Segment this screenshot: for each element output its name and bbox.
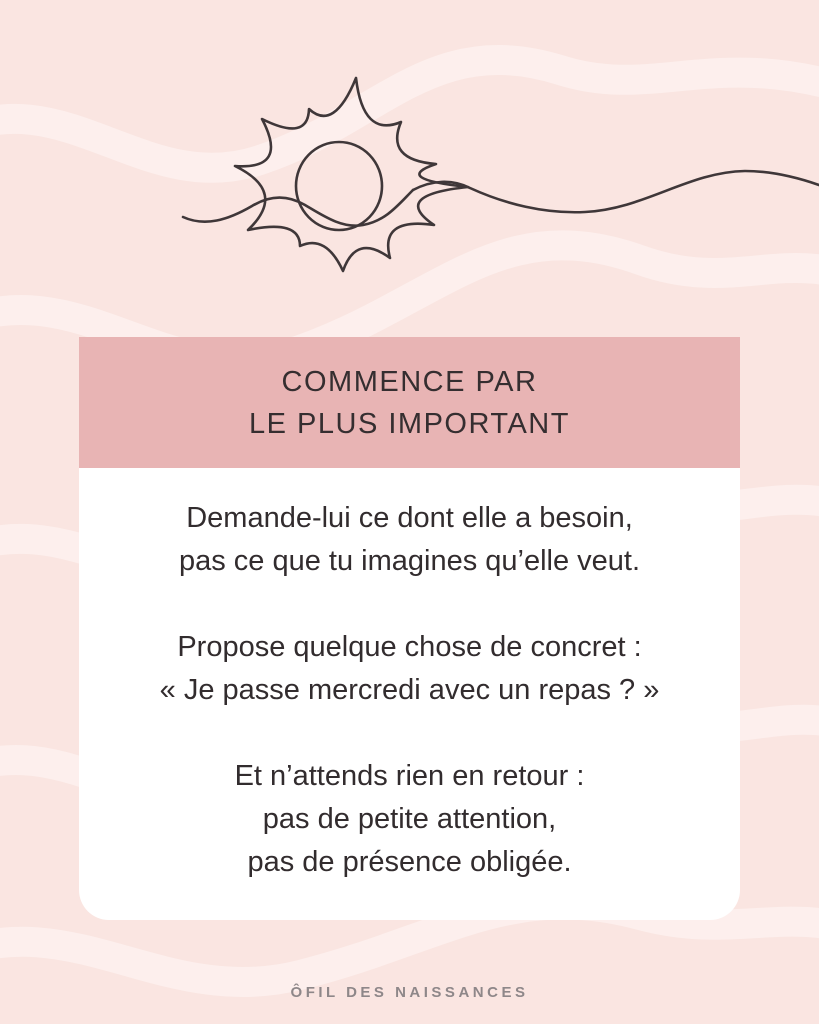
- quote-line: Et n’attends rien en retour :: [234, 760, 585, 792]
- quote-card-body: [79, 468, 740, 920]
- quote-line: Demande-lui ce dont elle a besoin,: [186, 502, 633, 534]
- quote-line: Propose quelque chose de concret :: [177, 631, 642, 663]
- quote-paragraph: [103, 497, 716, 583]
- quote-card-header: [79, 337, 740, 468]
- quote-card: [79, 337, 740, 920]
- quote-line: pas de présence obligée.: [247, 846, 572, 878]
- quote-line: pas ce que tu imagines qu’elle veut.: [178, 545, 641, 577]
- quote-paragraph: [103, 626, 716, 712]
- quote-line: « Je passe mercredi avec un repas ? »: [159, 674, 660, 706]
- header-title-line-2: LE PLUS IMPORTANT: [249, 407, 570, 440]
- quote-line: pas de petite attention,: [262, 803, 557, 835]
- sun-line-art-icon: [0, 0, 819, 300]
- quote-paragraph: [103, 755, 716, 884]
- header-title-line-1: COMMENCE PAR: [281, 365, 538, 398]
- brand-name: ÔFIL DES NAISSANCES: [290, 984, 529, 1001]
